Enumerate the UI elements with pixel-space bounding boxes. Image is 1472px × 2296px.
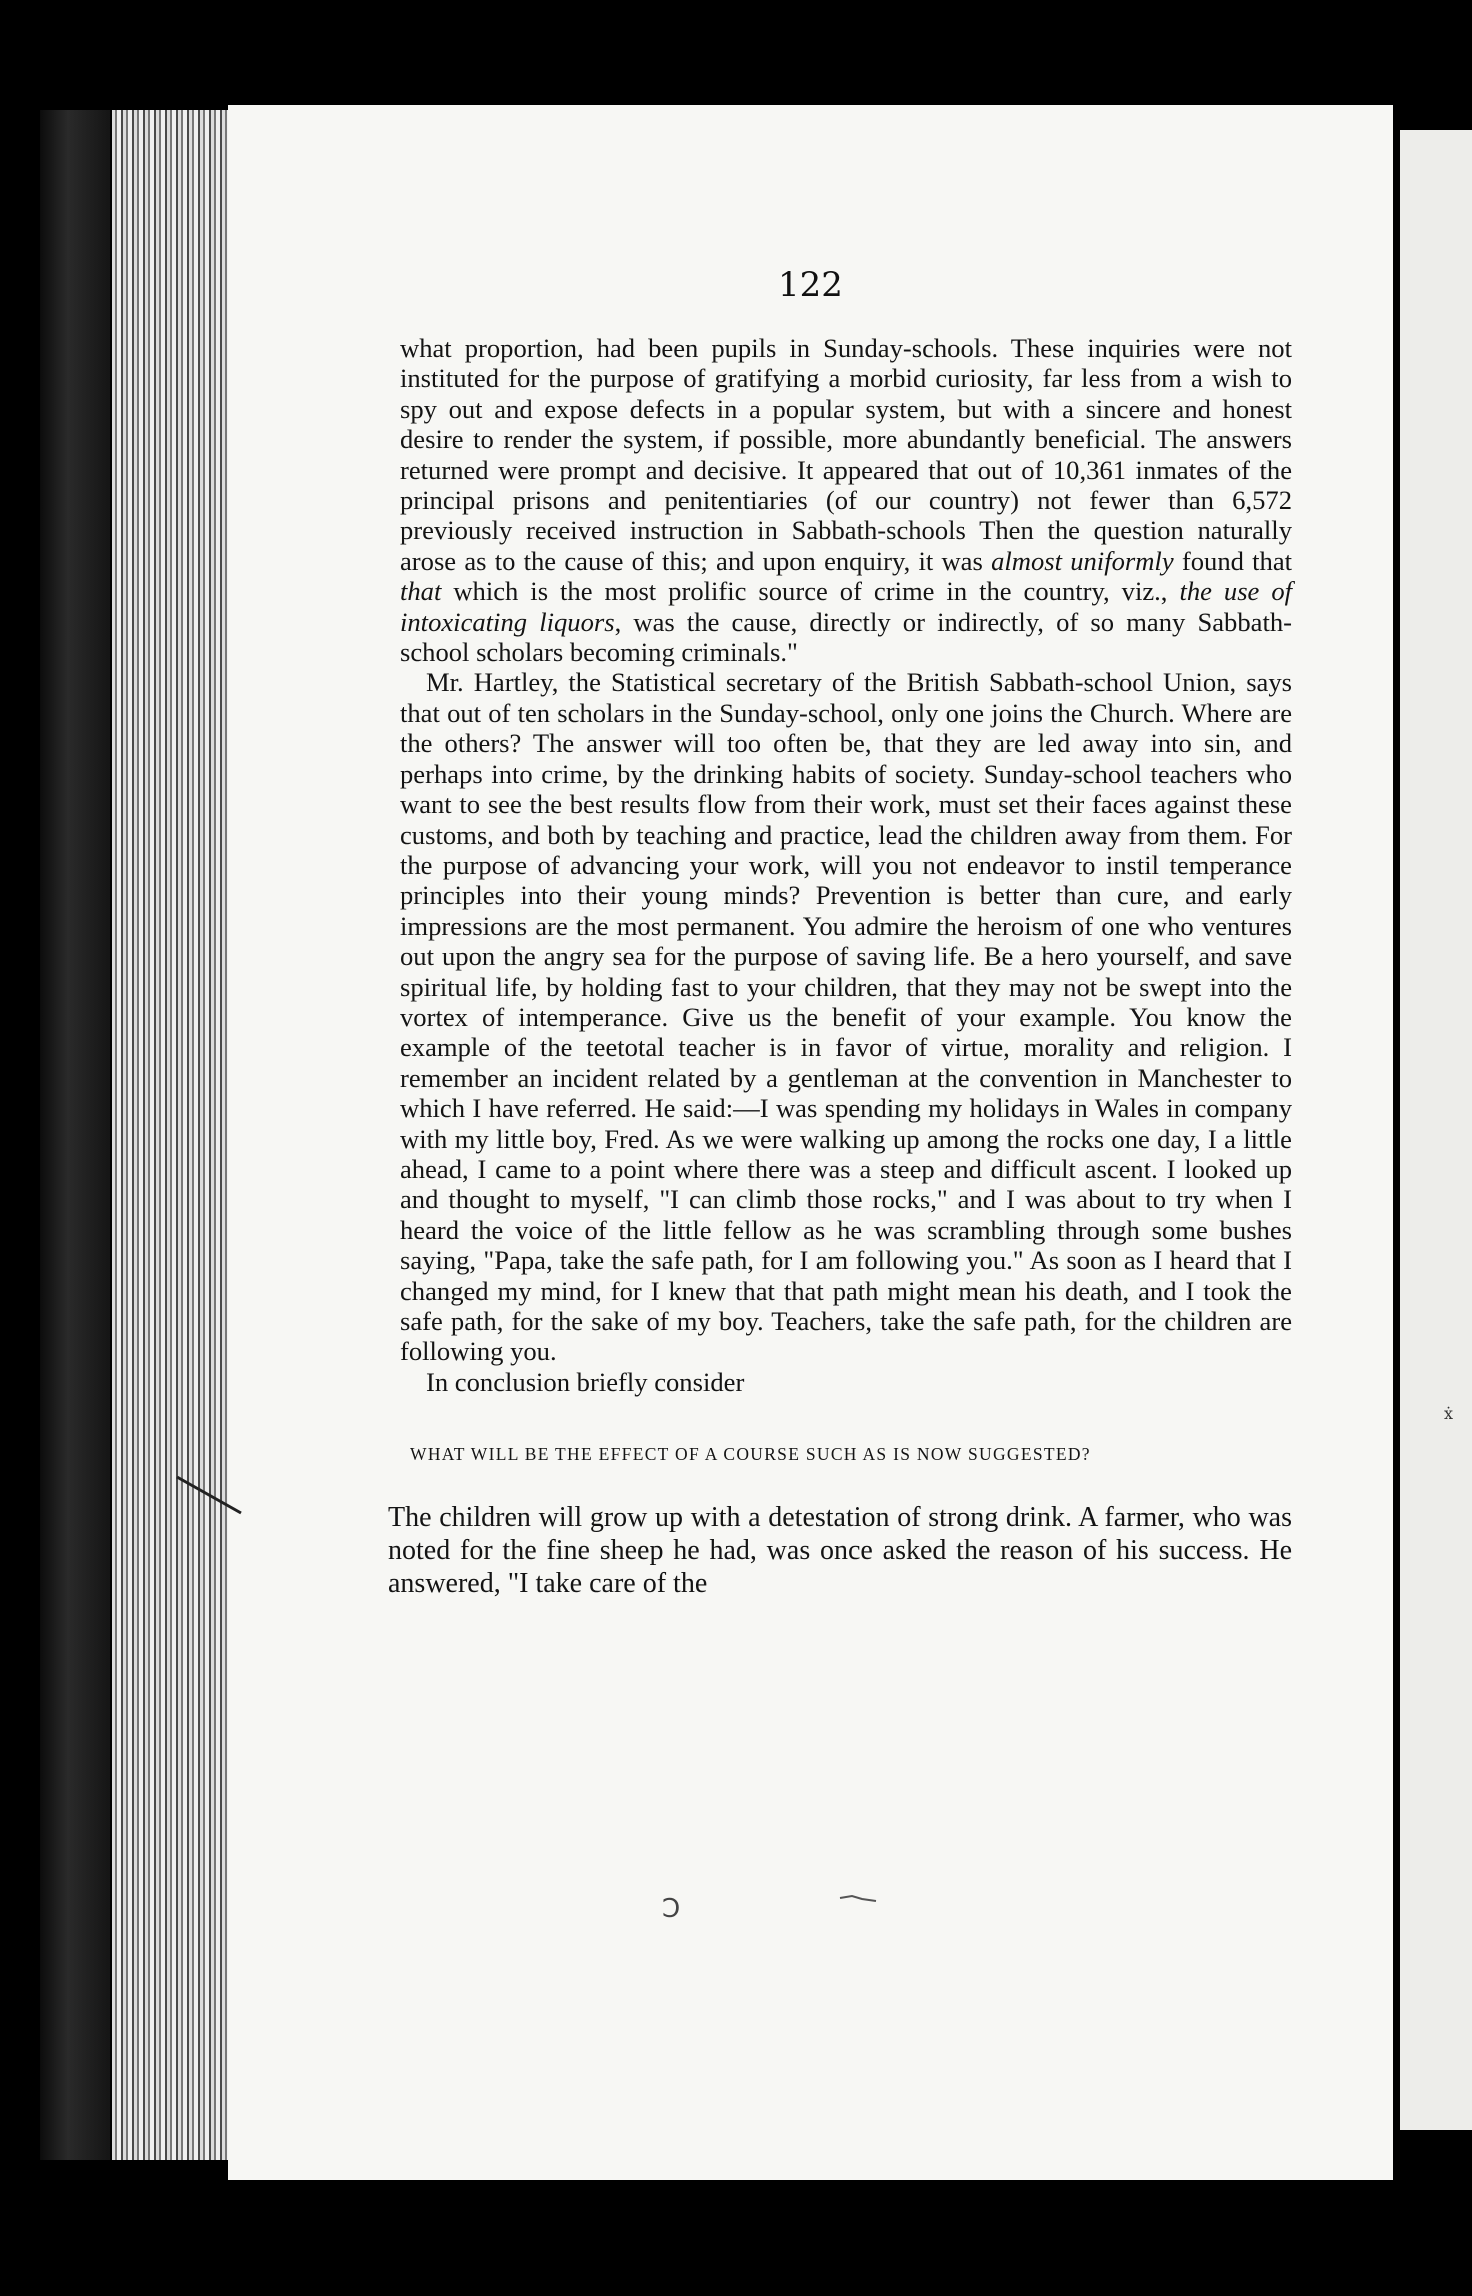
paragraph-effect: The children will grow up with a detestation of strong drink. A farmer, who was noted for the fine sheep he had, was once asked the reason of his success. He answered, "I take care of the	[388, 1502, 1292, 1600]
paragraph-text: , was the cause, directly or indirectly, of so many Sabbath-school scholars becoming criminals."	[400, 606, 1292, 668]
paragraph-text: which is the most prolific source of crime in the country, viz.,	[441, 576, 1180, 607]
paragraph-hartley: Mr. Hartley, the Statistical secretary of the British Sabbath-school Union, says that out of ten scholars in the Sunday-school, only one joins the Church. Where are the others? The answer will too often be, that they are led away into sin, and perhaps into crime, by the drinking habits of society. Sunday-school teachers who want to see the best results flow from their work, must set their faces against these customs, and both by teaching and practice, lead the children away from them. For the purpose of advancing your work, will you not endeavor to instil temperance principles into their young minds? Prevention is better than cure, and early impressions are the most permanent. You admire the heroism of one who ventures out upon the angry sea for the purpose of saving life. Be a hero yourself, and save spiritual life, by holding fast to your children, that they may not be swept into the vortex of intemperance. Give us the benefit of your example. You know the example of the teetotal teacher is in favor of virtue, morality and religion. I remember an incident related by a gentleman at the convention in Manchester to which I have referred. He said:—I was spending my holidays in Wales in company with my little boy, Fred. As we were walking up among the rocks one day, I a little ahead, I came to a point where there was a steep and difficult ascent. I looked up and thought to myself, "I can climb those rocks," and I was about to try when I heard the voice of the little fellow as he was scrambling through some bushes saying, "Papa, take the safe path, for I am following you." As soon as I heard that I changed my mind, for I knew that that path might mean his death, and I took the safe path, for the sake of my boy. Teachers, take the safe path, for the children are following you.	[400, 667, 1292, 1367]
bottom-ink-mark: Ɔ	[662, 1894, 681, 1924]
book-page	[228, 105, 1393, 2180]
page-edges	[112, 110, 232, 2160]
margin-stroke-mark	[175, 1475, 245, 1515]
italic-phrase: the use of intoxicating liquors	[400, 576, 1293, 637]
page-text	[388, 333, 1293, 1600]
italic-phrase: that	[400, 576, 442, 607]
paragraph-text: found that	[1173, 545, 1293, 576]
next-page-sliver	[1400, 130, 1472, 2130]
paragraph-prisons-statistics	[400, 333, 1292, 667]
page-number: 122	[778, 265, 843, 305]
next-page-mark: ẋ	[1444, 1404, 1454, 1423]
section-heading: WHAT WILL BE THE EFFECT OF A COURSE SUCH AS IS NOW SUGGESTED?	[410, 1444, 1091, 1465]
paragraph-text: what proportion, had been pupils in Sunday-schools. These inquiries were not instituted for the purpose of gratifying a morbid curiosity, far less from a wish to spy out and expose defects in a popular system, but with a sincere and honest desire to render the system, if possible, more abundantly beneficial. The answers returned were prompt and decisive. It appeared that out of 10,361 inmates of the principal prisons and penitentiaries (of our country) not fewer than 6,572 previously received instruction in Sabbath-schools Then the question naturally arose as to the cause of this; and upon enquiry, it was	[400, 333, 1292, 576]
italic-phrase: almost uniformly	[991, 545, 1174, 576]
pencil-mark	[838, 1893, 878, 1903]
book-binding	[40, 110, 110, 2160]
paragraph-conclusion: In conclusion briefly consider	[426, 1366, 745, 1397]
